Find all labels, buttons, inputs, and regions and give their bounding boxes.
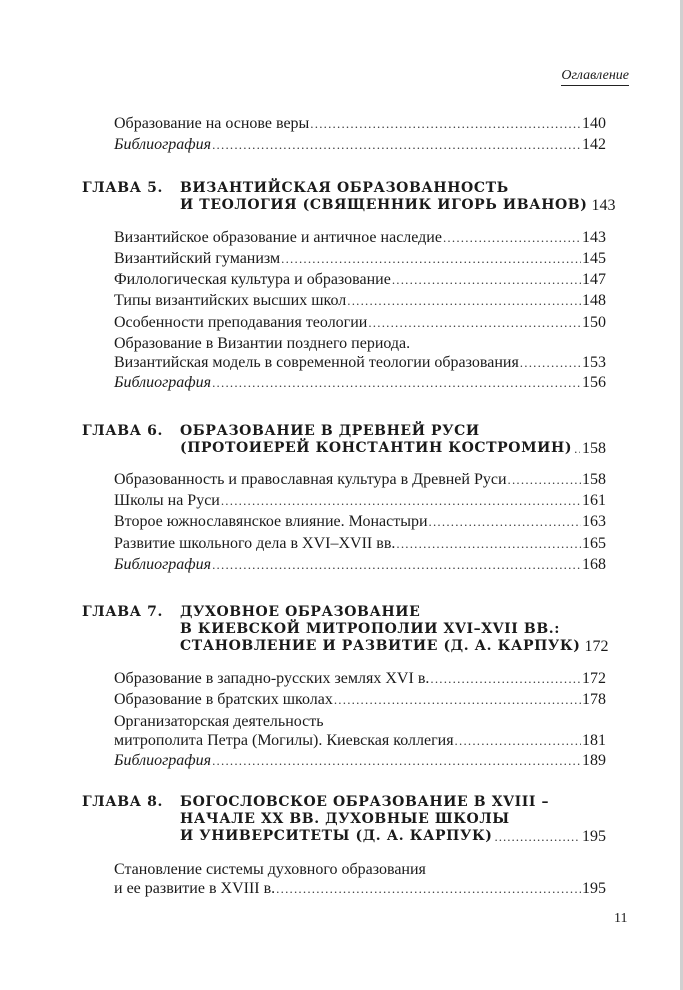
entry-title: Библиография bbox=[114, 374, 212, 391]
chapter-title-line: (ПРОТОИЕРЕЙ КОНСТАНТИН КОСТРОМИН) bbox=[180, 440, 573, 456]
entry-page: 143 bbox=[582, 229, 606, 246]
toc-entry bbox=[114, 534, 606, 553]
dot-leader bbox=[574, 440, 580, 457]
entry-title: Образование в братских школах bbox=[114, 691, 333, 708]
chapter-title-line: И ТЕОЛОГИЯ (СВЯЩЕННИК ИГОРЬ ИВАНОВ) bbox=[180, 197, 588, 213]
toc-entry bbox=[114, 249, 606, 268]
chapter-title-line: ОБРАЗОВАНИЕ В ДРЕВНЕЙ РУСИ bbox=[180, 423, 480, 439]
toc-entry bbox=[114, 860, 606, 898]
entry-title: Филологическая культура и образование bbox=[114, 271, 391, 288]
entry-page: 161 bbox=[582, 492, 606, 509]
entry-page: 181 bbox=[582, 732, 606, 749]
entry-page: 145 bbox=[582, 250, 606, 267]
entry-page: 142 bbox=[582, 136, 606, 153]
chapter-page: 158 bbox=[582, 440, 606, 457]
entry-title: Типы византийских высших школ bbox=[114, 292, 347, 309]
toc-entry bbox=[114, 555, 606, 574]
dot-leader bbox=[212, 135, 581, 154]
toc-entry bbox=[114, 712, 606, 750]
entry-page: 140 bbox=[582, 115, 606, 132]
entry-title: Образование в западно-русских землях XVI в. bbox=[114, 670, 430, 687]
dot-leader bbox=[310, 114, 581, 133]
toc-entry bbox=[114, 228, 606, 247]
entry-title: Библиография bbox=[114, 556, 212, 573]
entry-title: Библиография bbox=[114, 136, 212, 153]
toc-entry bbox=[114, 669, 606, 688]
dot-leader bbox=[221, 491, 581, 510]
toc-entry bbox=[114, 512, 606, 531]
chapter-label: ГЛАВА 8. bbox=[82, 794, 163, 810]
toc-entry bbox=[114, 114, 606, 133]
entry-title: Второе южнославянское влияние. Монастыри bbox=[114, 513, 428, 530]
toc-entry bbox=[114, 470, 606, 489]
dot-leader bbox=[368, 313, 581, 332]
toc-entry bbox=[114, 291, 606, 310]
dot-leader bbox=[212, 555, 581, 574]
chapter-page: 143 bbox=[591, 197, 616, 214]
entry-title-line: Византийская модель в современной теологии образования bbox=[114, 354, 519, 371]
entry-title: Особенности преподавания теологии bbox=[114, 314, 368, 331]
dot-leader bbox=[334, 690, 581, 709]
entry-page: 195 bbox=[582, 880, 606, 897]
toc-entry bbox=[114, 373, 606, 392]
chapter-title-line: ДУХОВНОЕ ОБРАЗОВАНИЕ bbox=[180, 604, 421, 620]
dot-leader bbox=[495, 828, 580, 845]
entry-page: 148 bbox=[582, 292, 606, 309]
entry-page: 147 bbox=[582, 271, 606, 288]
chapter-title-line: И УНИВЕРСИТЕТЫ (Д. А. КАРПУК) bbox=[180, 828, 493, 844]
chapter-page: 195 bbox=[582, 828, 606, 845]
entry-title: Образованность и православная культура в Древней Руси bbox=[114, 471, 507, 488]
dot-leader bbox=[212, 751, 581, 770]
toc-entry bbox=[114, 334, 606, 372]
chapter-page: 172 bbox=[584, 638, 609, 655]
entry-title-line: митрополита Петра (Могилы). Киевская коллегия bbox=[114, 732, 454, 749]
chapter-title-line: СТАНОВЛЕНИЕ И РАЗВИТИЕ (Д. А. КАРПУК) bbox=[180, 638, 581, 654]
chapter-label: ГЛАВА 7. bbox=[82, 604, 163, 620]
chapter-label: ГЛАВА 5. bbox=[82, 180, 163, 196]
dot-leader bbox=[396, 534, 581, 553]
dot-leader bbox=[392, 270, 581, 289]
dot-leader bbox=[281, 249, 581, 268]
entry-title-line: Образование в Византии позднего периода. bbox=[114, 335, 411, 352]
entry-page: 153 bbox=[582, 354, 606, 371]
entry-page: 168 bbox=[582, 556, 606, 573]
running-header: Оглавление bbox=[561, 68, 629, 86]
entry-page: 163 bbox=[582, 513, 606, 530]
entry-page: 189 bbox=[582, 752, 606, 769]
chapter-title-line: В КИЕВСКОЙ МИТРОПОЛИИ XVI–XVII ВВ.: bbox=[180, 621, 561, 637]
entry-title: Развитие школьного дела в XVI–XVII вв. bbox=[114, 535, 396, 552]
dot-leader bbox=[520, 353, 581, 372]
entry-title: Образование на основе веры bbox=[114, 115, 310, 132]
entry-page: 158 bbox=[582, 471, 606, 488]
chapter-title-line: ВИЗАНТИЙСКАЯ ОБРАЗОВАННОСТЬ bbox=[180, 180, 509, 196]
dot-leader bbox=[347, 291, 581, 310]
entry-title-line: Организаторская деятельность bbox=[114, 713, 324, 730]
dot-leader bbox=[508, 470, 581, 489]
entry-title-line: и ее развитие в XVIII в. bbox=[114, 880, 276, 897]
entry-title: Библиография bbox=[114, 752, 212, 769]
toc-entry bbox=[114, 313, 606, 332]
entry-title-line: Становление системы духовного образования bbox=[114, 861, 426, 878]
dot-leader bbox=[212, 373, 581, 392]
chapter-title-line: НАЧАЛЕ XX ВВ. ДУХОВНЫЕ ШКОЛЫ bbox=[180, 811, 510, 827]
entry-title: Школы на Руси bbox=[114, 492, 220, 509]
dot-leader bbox=[276, 879, 581, 898]
dot-leader bbox=[430, 669, 581, 688]
entry-page: 156 bbox=[582, 374, 606, 391]
page-number: 11 bbox=[614, 911, 628, 926]
chapter-label: ГЛАВА 6. bbox=[82, 423, 163, 439]
entry-page: 172 bbox=[582, 670, 606, 687]
toc-entry bbox=[114, 270, 606, 289]
entry-page: 165 bbox=[582, 535, 606, 552]
toc-entry bbox=[114, 690, 606, 709]
dot-leader bbox=[455, 731, 581, 750]
toc-entry bbox=[114, 751, 606, 770]
dot-leader bbox=[429, 512, 581, 531]
dot-leader bbox=[443, 228, 581, 247]
entry-page: 150 bbox=[582, 314, 606, 331]
entry-title: Византийский гуманизм bbox=[114, 250, 281, 267]
toc-entry bbox=[114, 491, 606, 510]
entry-title: Византийское образование и античное наследие bbox=[114, 229, 442, 246]
toc-entry bbox=[114, 135, 606, 154]
chapter-title-line: БОГОСЛОВСКОЕ ОБРАЗОВАНИЕ В XVIII – bbox=[180, 794, 550, 810]
entry-page: 178 bbox=[582, 691, 606, 708]
